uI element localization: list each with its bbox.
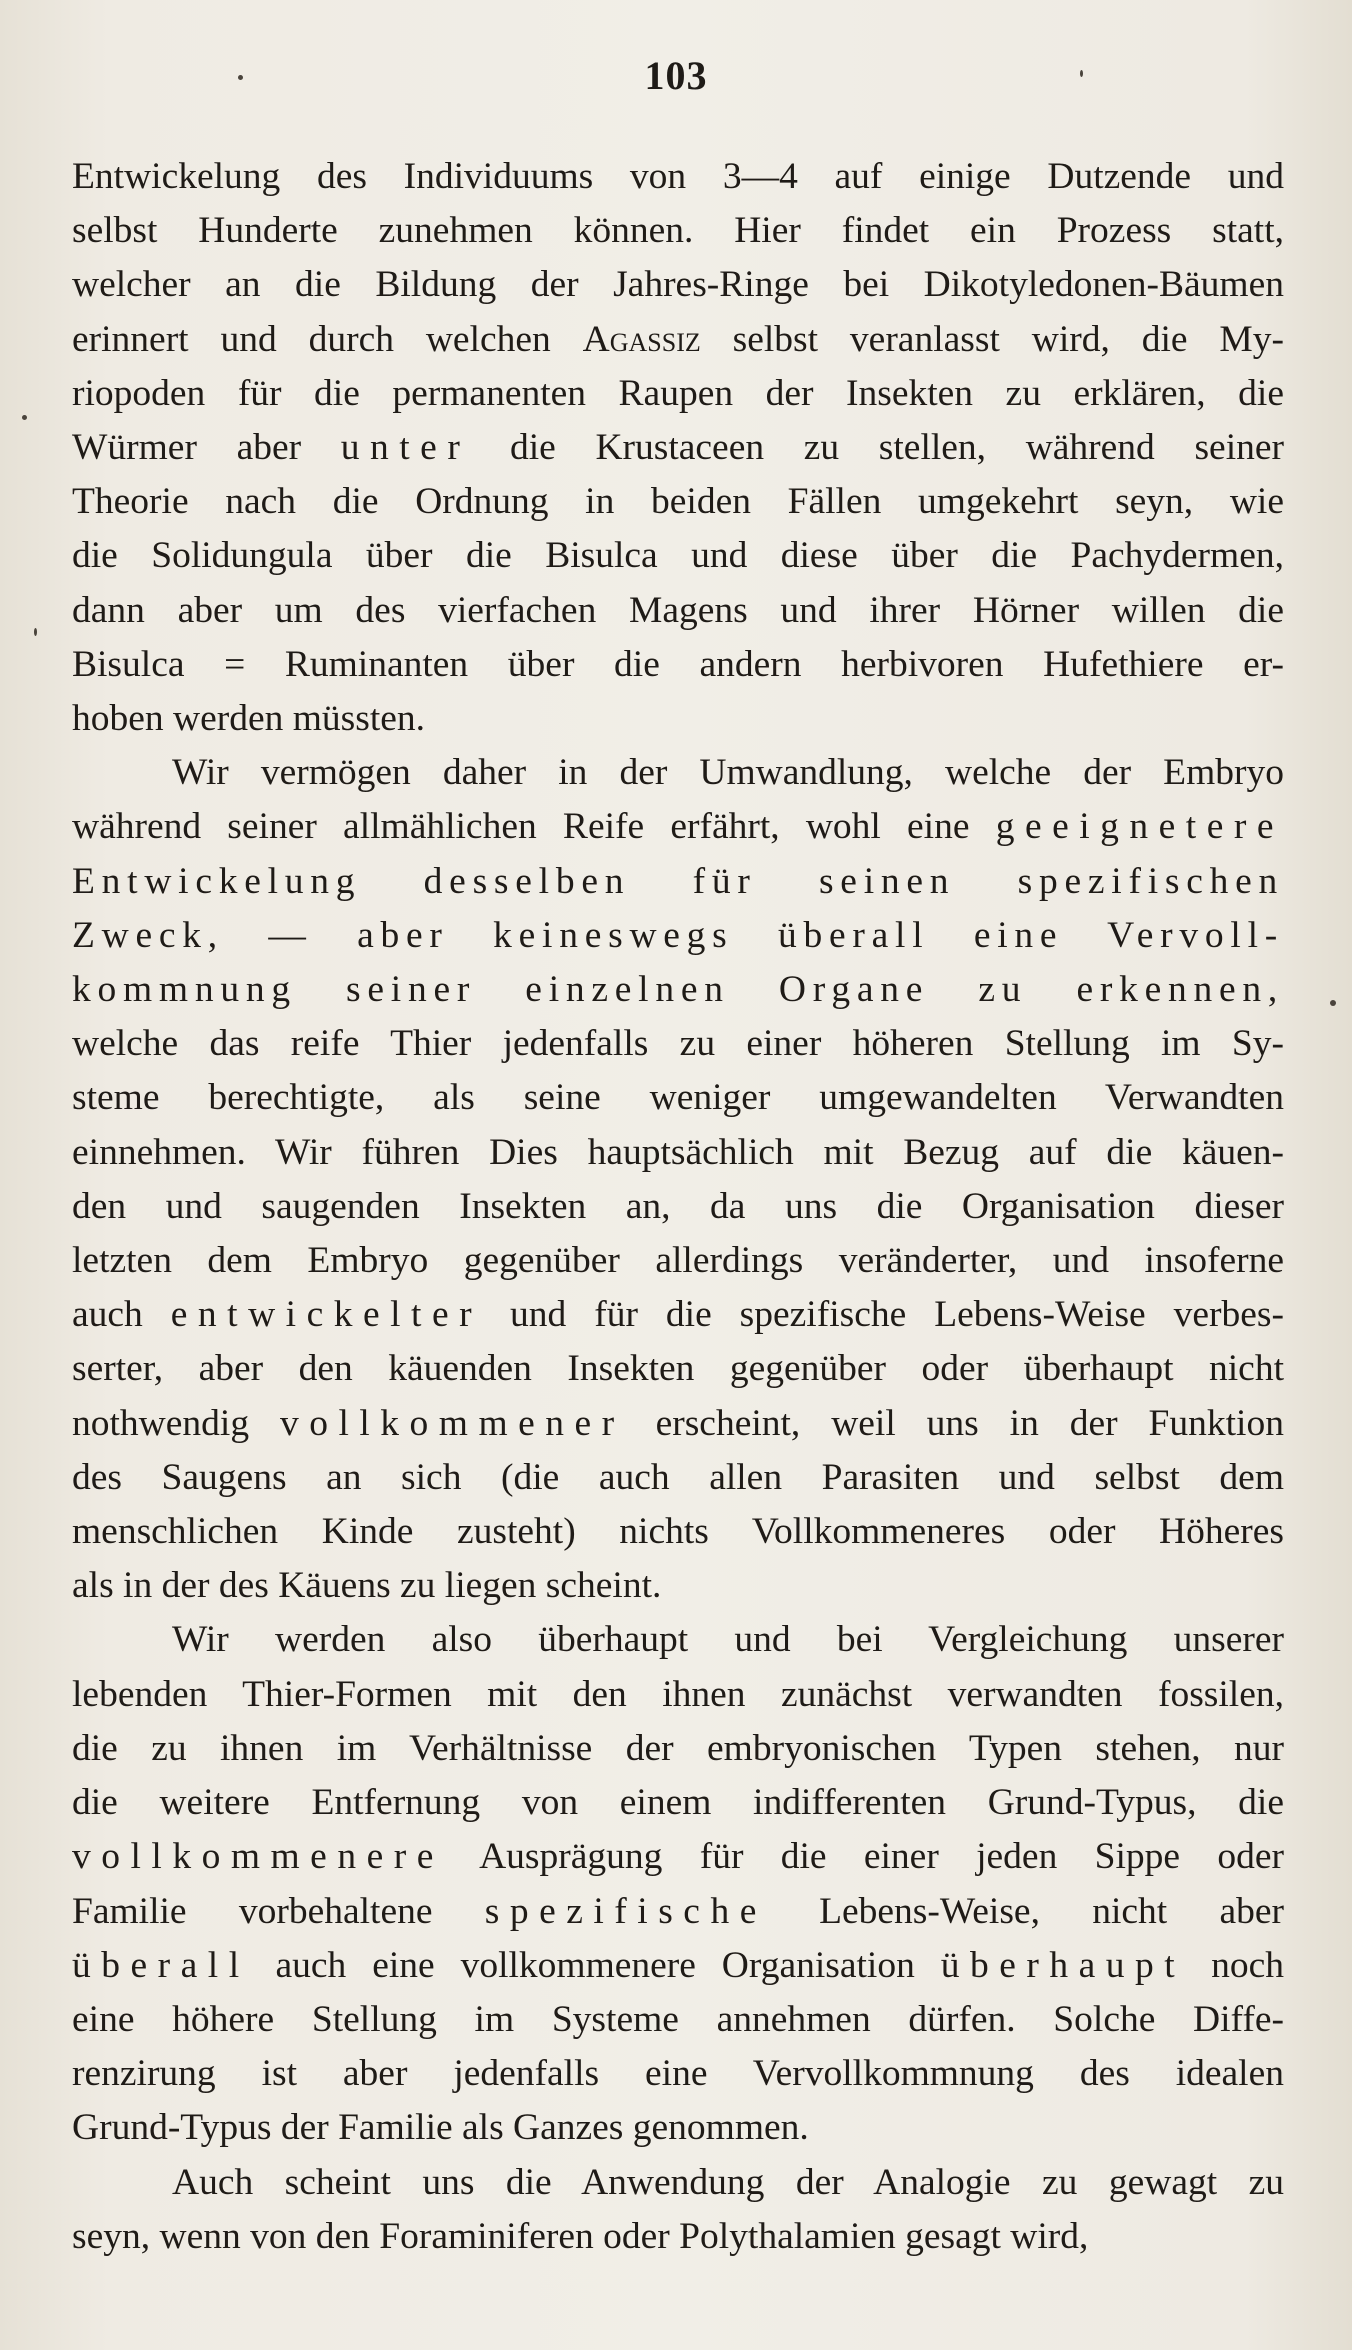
emphasized-text: überall [72,1944,250,1986]
text-line [72,1451,1284,1505]
paragraph [72,1613,1284,2155]
text-line [72,1668,1284,1722]
text-run: welche das reife Thier jedenfalls zu einer höheren Stellung im Sy- [72,1023,1284,1065]
emphasized-text: vollkommener [279,1402,625,1444]
small-caps-name: Agassiz [582,318,701,360]
text-line [72,313,1284,367]
text-line [72,1830,1284,1884]
text-run: auch eine vollkommenere Organisation [249,1944,941,1986]
emphasized-text: spezifische [484,1890,767,1932]
text-line [72,963,1284,1017]
text-line [72,1126,1284,1180]
text-line [72,258,1284,312]
text-run: menschlichen Kinde zusteht) nichts Vollkommeneres oder Höheres [72,1511,1284,1553]
text-line [72,638,1284,692]
text-run: Lebens-Weise, nicht aber [766,1890,1284,1932]
text-run: serter, aber den käuenden Insekten gegenüber oder überhaupt nicht [72,1348,1284,1390]
text-run: Wir werden also überhaupt und bei Vergleichung unserer [172,1619,1284,1661]
text-line [72,150,1284,204]
text-line [72,1342,1284,1396]
text-run: einnehmen. Wir führen Dies hauptsächlich mit Bezug auf die käuen- [72,1131,1284,1173]
text-run: Grund-Typus der Familie als Ganzes genommen. [72,2107,809,2149]
text-run: des Saugens an sich (die auch allen Parasiten und selbst dem [72,1456,1284,1498]
text-run: riopoden für die permanenten Raupen der Insekten zu erklären, die [72,372,1284,414]
text-line [72,692,1284,746]
paragraph [72,150,1284,746]
text-run: während seiner allmählichen Reife erfährt, wohl eine [72,806,996,848]
text-line [72,909,1284,963]
text-run: erinnert und durch welchen [72,318,583,360]
body-text [72,150,1284,2264]
text-run: die Krustaceen zu stellen, während seiner [470,427,1284,469]
text-line [72,1288,1284,1342]
text-line [72,204,1284,258]
text-run: seyn, wenn von den Foraminiferen oder Polythalamien gesagt wird, [72,2215,1089,2257]
text-line [72,2210,1284,2264]
text-line [72,800,1284,854]
text-line [72,1613,1284,1667]
text-run: renzirung ist aber jedenfalls eine Vervollkommnung des idealen [72,2053,1284,2095]
text-run: erscheint, weil uns in der Funktion [624,1402,1284,1444]
emphasized-text: entwickelter [170,1294,483,1336]
text-line [72,1885,1284,1939]
print-speck [238,75,243,80]
emphasized-text: Zweck, — aber keineswegs überall eine Vervoll- [72,914,1284,956]
text-run: Bisulca = Ruminanten über die andern herbivoren Hufethiere er- [72,643,1284,685]
paragraph [72,746,1284,1613]
text-run: Würmer aber [72,427,341,469]
text-line [72,1939,1284,1993]
emphasized-text: unter [340,427,471,469]
text-line [72,746,1284,800]
text-run: letzten dem Embryo gegenüber allerdings veränderter, und insoferne [72,1240,1284,1282]
paragraph [72,2156,1284,2264]
text-run: Theorie nach die Ordnung in beiden Fällen umgekehrt seyn, wie [72,481,1284,523]
text-line [72,2156,1284,2210]
text-run: selbst veranlasst wird, die My- [700,318,1284,360]
emphasized-text: kommnung seiner einzelnen Organe zu erkennen, [72,969,1284,1011]
text-line [72,2101,1284,2155]
text-run: lebenden Thier-Formen mit den ihnen zunächst verwandten fossilen, [72,1673,1284,1715]
text-run: als in der des Käuens zu liegen scheint. [72,1565,662,1607]
text-run: welcher an die Bildung der Jahres-Ringe bei Dikotyledonen-Bäumen [72,264,1284,306]
emphasized-text: vollkommenere [72,1836,444,1878]
text-run: selbst Hunderte zunehmen können. Hier findet ein Prozess statt, [72,210,1284,252]
text-line [72,1180,1284,1234]
text-line [72,1017,1284,1071]
text-line [72,584,1284,638]
text-run: und für die spezifische Lebens-Weise verbes- [482,1294,1284,1336]
print-speck [22,415,27,420]
text-line [72,1234,1284,1288]
text-run: Familie vorbehaltene [72,1890,485,1932]
text-line [72,367,1284,421]
text-run: die zu ihnen im Verhältnisse der embryonischen Typen stehen, nur [72,1727,1284,1769]
text-run: dann aber um des vierfachen Magens und ihrer Hörner willen die [72,589,1284,631]
emphasized-text: Entwickelung desselben für seinen spezifischen [72,860,1284,902]
emphasized-text: geeignetere [995,806,1284,848]
text-line [72,475,1284,529]
text-run: Auch scheint uns die Anwendung der Analogie zu gewagt zu [172,2161,1284,2203]
print-speck [1080,70,1083,77]
text-run: die Solidungula über die Bisulca und diese über die Pachydermen, [72,535,1284,577]
text-run: Entwickelung des Individuums von 3—4 auf einige Dutzende und [72,156,1284,197]
emphasized-text: überhaupt [940,1944,1186,1986]
page-number: 103 [644,53,708,98]
text-run: noch [1185,1944,1284,1986]
text-line [72,1071,1284,1125]
text-run: Ausprägung für die einer jeden Sippe oder [443,1836,1284,1878]
text-run: steme berechtigte, als seine weniger umgewandelten Verwandten [72,1077,1284,1119]
text-line [72,1993,1284,2047]
print-speck [1330,1000,1336,1006]
text-run: nothwendig [72,1402,280,1444]
text-line [72,1559,1284,1613]
text-run: Wir vermögen daher in der Umwandlung, welche der Embryo [172,752,1284,794]
text-run: auch [72,1294,171,1336]
text-run: die weitere Entfernung von einem indifferenten Grund-Typus, die [72,1782,1284,1824]
print-speck [34,628,37,636]
text-line [72,1505,1284,1559]
text-line [72,529,1284,583]
text-line [72,1722,1284,1776]
text-line [72,1776,1284,1830]
text-run: den und saugenden Insekten an, da uns die Organisation dieser [72,1185,1284,1227]
text-line [72,2047,1284,2101]
text-line [72,421,1284,475]
text-line [72,1397,1284,1451]
text-line [72,855,1284,909]
text-run: eine höhere Stellung im Systeme annehmen dürfen. Solche Diffe- [72,1998,1284,2040]
text-run: hoben werden müssten. [72,698,426,740]
